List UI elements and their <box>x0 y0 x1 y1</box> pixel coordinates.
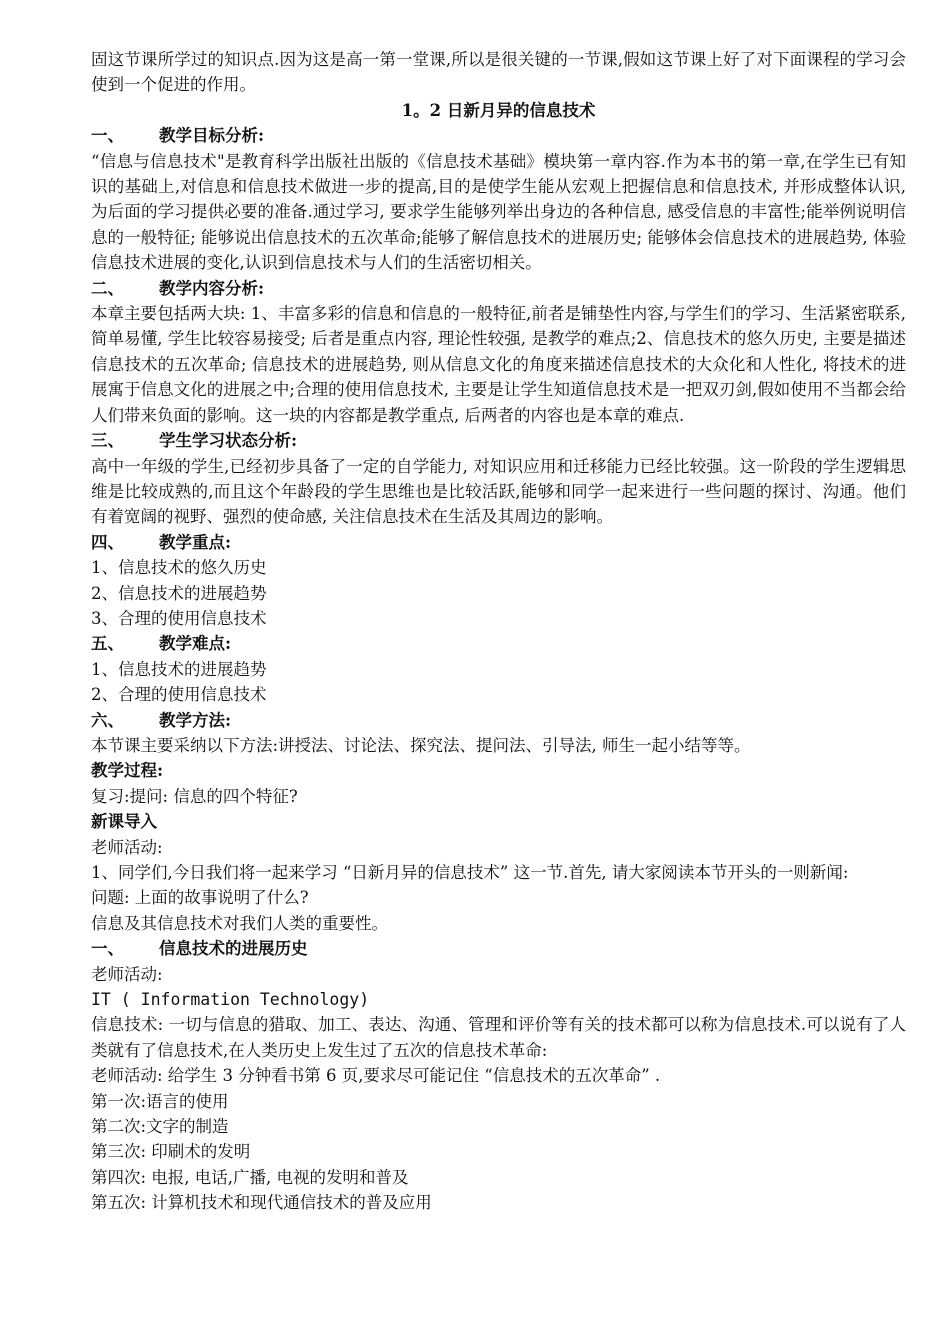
question-line: 问题: 上面的故事说明了什么? <box>91 888 309 908</box>
student-status-paragraph: 高中一年级的学生,已经初步具备了一定的自学能力, 对知识应用和迁移能力已经比较强。这一阶段的学生逻辑思维是比较成熟的,而且这个年龄段的学生思维也是比较活跃,能够和同学一起来进行一些问题的探讨、沟通。他们有着宽阔的视野、强烈的使命感, 关注信息技术在生活及其周边的影响。 <box>91 456 906 527</box>
teacher-activity-instruction: 老师活动: 给学生 3 分钟看书第 6 页,要求尽可能记住 “信息技术的五次革命” . <box>91 1066 661 1086</box>
heading-text: 教学内容分析: <box>159 278 265 298</box>
heading-key-points <box>91 530 906 555</box>
heading-number: 六、 <box>91 710 124 730</box>
heading-number: 一、 <box>91 939 124 959</box>
difficulty-item: 1、信息技术的进展趋势 <box>91 659 267 679</box>
heading-objectives <box>91 123 906 148</box>
heading-number: 五、 <box>91 634 124 654</box>
revolution-item: 第一次:语言的使用 <box>91 1091 229 1111</box>
heading-number: 四、 <box>91 532 124 552</box>
content-analysis-paragraph: 本章主要包括两大块: 1、丰富多彩的信息和信息的一般特征,前者是铺垫性内容,与学生们的学习、生活紧密联系, 简单易懂, 学生比较容易接受; 后者是重点内容, 理论性较强, 是教学的难点;2、信息技术的悠久历史, 主要是描述信息技术的五次革命; 信息技术的进展趋势, 则从信息文化的角度来描述信息技术的大众化和人性化, 将技术的进展寓于信息文化的进展之中;合理的使用信息技术, 主要是让学生知道信息技术是一把双刃剑,假如使用不当都会给人们带来负面的影响。这一块的内容都是教学重点, 后两者的内容也是本章的难点. <box>91 304 906 425</box>
heading-difficulties <box>91 631 906 656</box>
answer-line: 信息及其信息技术对我们人类的重要性。 <box>91 913 388 933</box>
heading-number: 一、 <box>91 126 124 146</box>
heading-content-analysis <box>91 276 906 301</box>
heading-it-history <box>91 936 906 961</box>
activity-paragraph: 1、同学们,今日我们将一起来学习 “日新月异的信息技术” 这一节.首先, 请大家阅读本节开头的一则新闻: <box>91 863 849 882</box>
heading-teaching-process: 教学过程: <box>91 761 164 781</box>
revolution-item: 第二次:文字的制造 <box>91 1117 229 1137</box>
key-point-item: 1、信息技术的悠久历史 <box>91 558 267 578</box>
methods-paragraph: 本节课主要采纳以下方法:讲授法、讨论法、探究法、提问法、引导法, 师生一起小结等等。 <box>91 735 751 755</box>
it-definition-paragraph: 信息技术: 一切与信息的猎取、加工、表达、沟通、管理和评价等有关的技术都可以称为信息技术.可以说有了人类就有了信息技术,在人类历史上发生过了五次的信息技术革命: <box>91 1015 906 1060</box>
heading-text: 教学重点: <box>159 532 232 552</box>
heading-number: 二、 <box>91 278 124 298</box>
heading-student-status <box>91 428 906 453</box>
difficulty-item: 2、合理的使用信息技术 <box>91 685 267 705</box>
heading-text: 教学难点: <box>159 634 232 654</box>
review-line: 复习:提问: 信息的四个特征? <box>91 786 298 806</box>
objectives-paragraph: “信息与信息技术"是教育科学出版社出版的《信息技术基础》模块第一章内容.作为本书的第一章,在学生已有知识的基础上,对信息和信息技术做进一步的提高,目的是使学生能从宏观上把握信息和信息技术, 并形成整体认识, 为后面的学习提供必要的准备.通过学习, 要求学生能够列举出身边的各种信息, 感受信息的丰富性;能举例说明信息的一般特征; 能够说出信息技术的五次革命;能够了解信息技术的进展历史; 能够体会信息技术的进展趋势, 体验信息技术进展的变化,认识到信息技术与人们的生活密切相关。 <box>91 151 906 273</box>
revolution-item: 第三次: 印刷术的发明 <box>91 1142 251 1162</box>
teacher-activity-label: 老师活动: <box>91 964 163 984</box>
heading-new-lesson: 新课导入 <box>91 812 157 832</box>
heading-text: 学生学习状态分析: <box>159 431 298 451</box>
key-point-item: 3、合理的使用信息技术 <box>91 608 267 628</box>
heading-methods <box>91 708 906 733</box>
heading-text: 教学目标分析: <box>159 126 265 146</box>
heading-text: 信息技术的进展历史 <box>159 939 308 959</box>
section-title: 1。2 日新月异的信息技术 <box>401 100 596 120</box>
key-point-item: 2、信息技术的进展趋势 <box>91 583 267 603</box>
heading-text: 教学方法: <box>159 710 232 730</box>
revolution-item: 第五次: 计算机技术和现代通信技术的普及应用 <box>91 1193 432 1213</box>
teacher-activity-label: 老师活动: <box>91 837 163 857</box>
it-term-line: IT ( Information Technology) <box>91 990 370 1010</box>
heading-number: 三、 <box>91 431 124 451</box>
revolution-item: 第四次: 电报, 电话,广播, 电视的发明和普及 <box>91 1167 409 1187</box>
intro-paragraph: 固这节课所学过的知识点.因为这是高一第一堂课,所以是很关键的一节课,假如这节课上好了对下面课程的学习会使到一个促进的作用。 <box>91 50 906 95</box>
